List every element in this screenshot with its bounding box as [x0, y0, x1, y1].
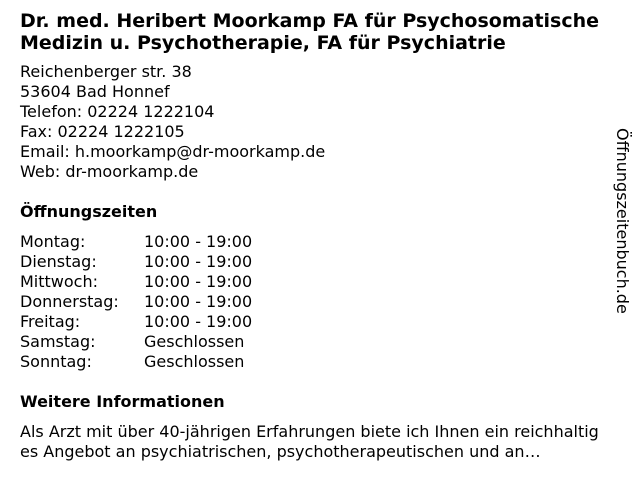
hours-time: 10:00 - 19:00: [144, 292, 253, 311]
more-info-text: Als Arzt mit über 40-jährigen Erfahrungen biete ich Ihnen ein reichhaltiges Angebot an psychiatrischen, psychotherapeutischen und an…: [20, 422, 599, 461]
hours-row-friday: [20, 312, 600, 332]
hours-day: Mittwoch:: [20, 272, 98, 291]
practice-title: Dr. med. Heribert Moorkamp FA für Psychosomatische Medizin u. Psychotherapie, FA für Psychiatrie: [20, 10, 600, 54]
hours-day: Donnerstag:: [20, 292, 119, 311]
hours-day: Montag:: [20, 232, 86, 251]
content: [20, 10, 600, 462]
fax-line: Fax: 02224 1222105: [20, 122, 185, 141]
hours-time: 10:00 - 19:00: [144, 232, 253, 251]
hours-time: Geschlossen: [144, 352, 245, 371]
hours-day: Dienstag:: [20, 252, 97, 271]
opening-hours-table: [20, 232, 600, 372]
city-line: 53604 Bad Honnef: [20, 82, 170, 101]
hours-row-monday: [20, 232, 600, 252]
hours-time: 10:00 - 19:00: [144, 312, 253, 331]
address-block: [20, 62, 600, 182]
hours-row-thursday: [20, 292, 600, 312]
web-line: Web: dr-moorkamp.de: [20, 162, 199, 181]
hours-row-tuesday: [20, 252, 600, 272]
more-info-heading: Weitere Informationen: [20, 392, 225, 411]
hours-row-wednesday: [20, 272, 600, 292]
hours-time: 10:00 - 19:00: [144, 272, 253, 291]
site-watermark: Öffnungszeitenbuch.de: [613, 128, 632, 314]
hours-time: 10:00 - 19:00: [144, 252, 253, 271]
hours-row-sunday: [20, 352, 600, 372]
hours-day: Sonntag:: [20, 352, 92, 371]
hours-day: Freitag:: [20, 312, 81, 331]
email-line: Email: h.moorkamp@dr-moorkamp.de: [20, 142, 326, 161]
hours-time: Geschlossen: [144, 332, 245, 351]
phone-line: Telefon: 02224 1222104: [20, 102, 215, 121]
opening-hours-heading: Öffnungszeiten: [20, 202, 158, 221]
hours-row-saturday: [20, 332, 600, 352]
hours-day: Samstag:: [20, 332, 96, 351]
street-line: Reichenberger str. 38: [20, 62, 192, 81]
